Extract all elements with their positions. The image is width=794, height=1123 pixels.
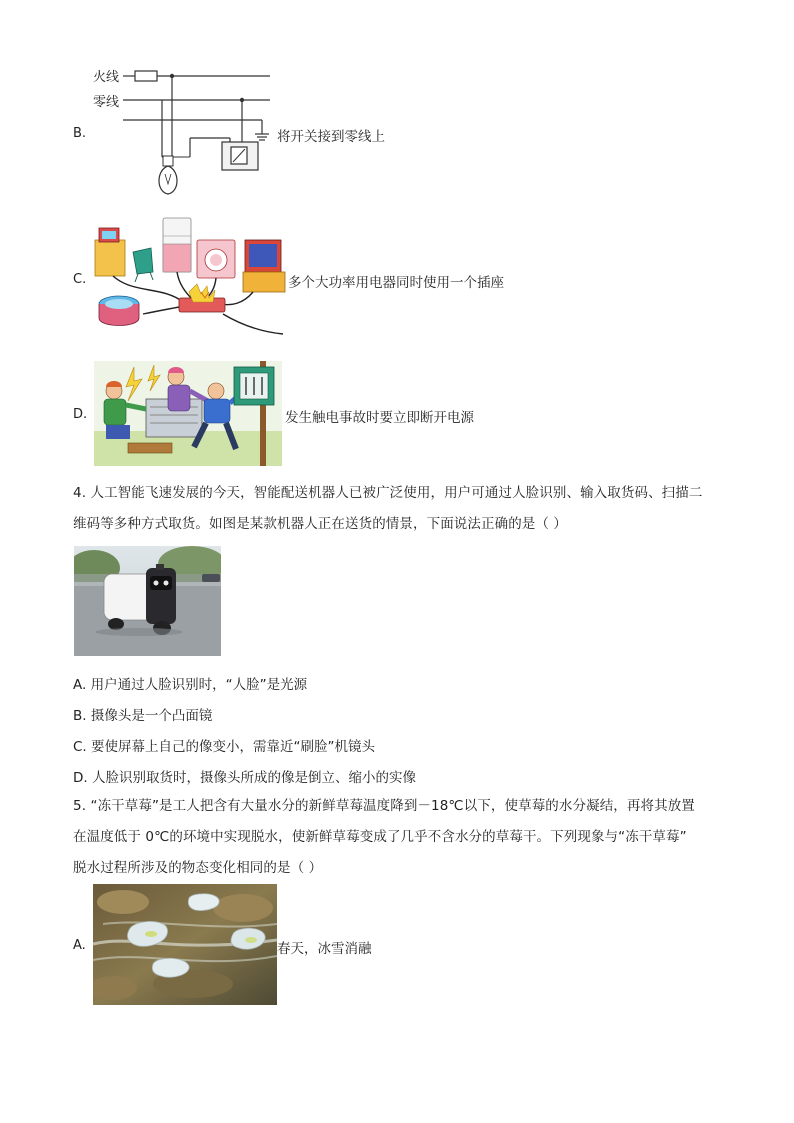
circuit-diagram: [90, 62, 280, 202]
q4-stem-line-2: 维码等多种方式取货。如图是某款机器人正在送货的情景，下面说法正确的是（ ）: [73, 516, 567, 532]
option-b-letter: B.: [73, 126, 87, 141]
q5-option-a-caption: 春天，冰雪消融: [277, 941, 372, 957]
helper-head: [208, 383, 224, 399]
q4-option-c: C. 要使屏幕上自己的像变小，需靠近“刷脸”机镜头: [73, 739, 375, 755]
q5-stem-line-1: 5. “冻干草莓”是工人把含有大量水分的新鲜草莓温度降到－18℃以下，使草莓的水分凝结，再将其放置: [73, 798, 695, 814]
rescuer-body: [168, 385, 190, 411]
q5-stem-line-3: 脱水过程所涉及的物态变化相同的是（ ）: [73, 860, 323, 876]
desk-icon: [95, 240, 125, 276]
overloaded-socket-svg: [93, 214, 288, 342]
q4-option-b: B. 摄像头是一个凸面镜: [73, 708, 213, 724]
option-c-letter: C.: [73, 272, 87, 287]
q4-option-d: D. 人脸识别取货时，摄像头所成的像是倒立、缩小的实像: [73, 770, 416, 786]
delivery-robot-photo: [74, 546, 221, 656]
ice-chunk: [152, 958, 189, 977]
option-b-caption: 将开关接到零线上: [277, 129, 385, 145]
electric-shock-svg: [94, 361, 282, 466]
helper-body: [204, 399, 230, 423]
electric-shock-illustration: [94, 361, 282, 466]
neutral-wire-label: 零线: [93, 95, 120, 110]
q5-stem-line-2: 在温度低于 0℃的环境中实现脱水，使新鲜草莓变成了几乎不含水分的草莓干。下列现象与“冻干草莓”: [73, 829, 687, 845]
q5-option-a-letter: A.: [73, 938, 86, 953]
q4-stem-line-1: 4. 人工智能飞速发展的今天，智能配送机器人已被广泛使用，用户可通过人脸识别、输入取货码、扫描二: [73, 485, 703, 501]
delivery-robot-svg: [74, 546, 221, 656]
victim-body: [104, 399, 126, 425]
melting-ice-svg: [93, 884, 277, 1005]
circuit-diagram-svg: [90, 62, 280, 202]
option-c-caption: 多个大功率用电器同时使用一个插座: [288, 275, 504, 291]
robot-wheel: [108, 618, 124, 630]
option-d-caption: 发生触电事故时要立即断开电源: [285, 410, 474, 426]
melting-ice-photo: [93, 884, 277, 1005]
bulb-icon: [159, 166, 177, 194]
chair-icon: [133, 248, 153, 274]
fuse: [135, 71, 157, 81]
tv-stand-icon: [243, 272, 285, 292]
option-d-letter: D.: [73, 407, 88, 422]
live-wire-label: 火线: [93, 70, 120, 85]
q4-option-a: A. 用户通过人脸识别时，“人脸”是光源: [73, 677, 308, 693]
bulb-base: [163, 156, 173, 166]
overloaded-socket-illustration: [93, 214, 288, 342]
